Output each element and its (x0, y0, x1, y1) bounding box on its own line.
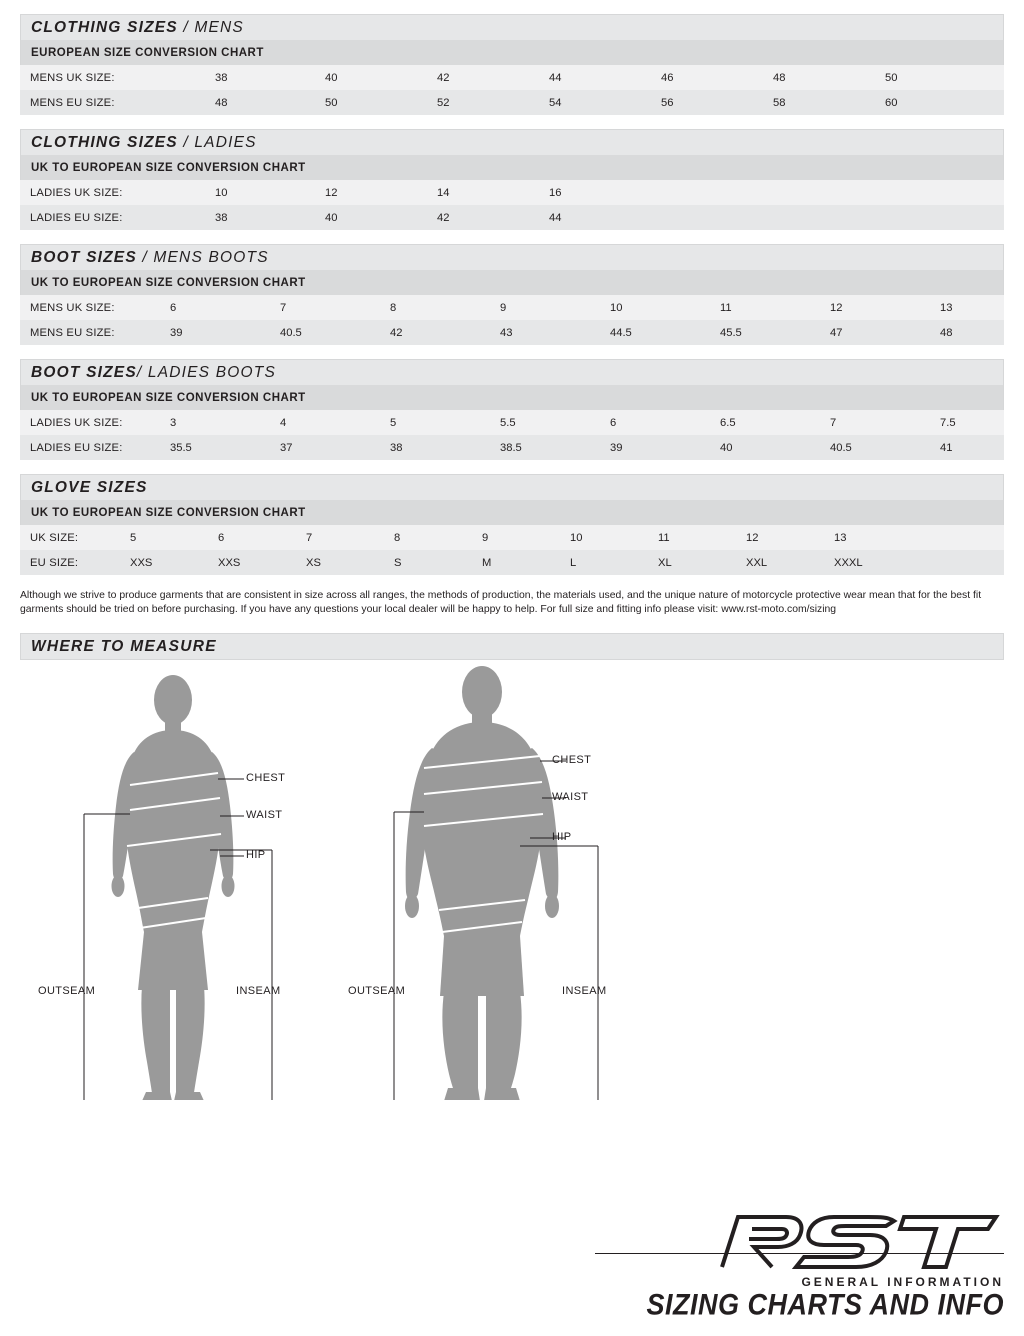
mens-waist-label: WAIST (552, 791, 589, 803)
cell: 6.5 (710, 410, 820, 435)
where-to-measure-title: WHERE TO MEASURE (31, 637, 217, 655)
cell-empty (651, 205, 1004, 230)
where-to-measure-header (20, 633, 1004, 660)
cell: 60 (875, 90, 1004, 115)
cell: 9 (490, 295, 600, 320)
cell: 10 (600, 295, 710, 320)
cell: 11 (648, 525, 736, 550)
cell: 38 (205, 65, 315, 90)
cell: 6 (600, 410, 710, 435)
cell: 5.5 (490, 410, 600, 435)
cell: 46 (651, 65, 763, 90)
table-row (20, 65, 1004, 90)
ladies-figure (112, 675, 235, 1100)
table-row (20, 205, 1004, 230)
cell: 58 (763, 90, 875, 115)
section-gloves (20, 474, 1004, 575)
cell: 12 (315, 180, 427, 205)
cell: 37 (270, 435, 380, 460)
disclaimer-text: Although we strive to produce garments that are consistent in size across all ranges, the methods of production, the materials used, and the unique nature of motorcycle protective wear mean that for the best fit garments should be tried on before purchasing. If you have any questions your local dealer will be happy to help. For full size and fitting info please visit: www.rst-moto.com/sizing (20, 590, 982, 615)
size-table-boots-mens (20, 295, 1004, 345)
size-table-boots-ladies (20, 410, 1004, 460)
cell: 38 (205, 205, 315, 230)
table-row (20, 90, 1004, 115)
cell: 11 (710, 295, 820, 320)
section-header (20, 474, 1004, 500)
measurement-figures (20, 660, 1004, 1100)
cell: 50 (875, 65, 1004, 90)
cell: 45.5 (710, 320, 820, 345)
mens-hip-label: HIP (552, 831, 572, 843)
cell: 43 (490, 320, 600, 345)
table-row (20, 180, 1004, 205)
cell: 42 (427, 65, 539, 90)
cell: 47 (820, 320, 930, 345)
section-clothing-ladies (20, 129, 1004, 230)
figures-svg (20, 660, 1004, 1100)
table-row (20, 410, 1004, 435)
rst-logo (708, 1209, 1004, 1275)
table-row (20, 525, 1004, 550)
section-title-bold: CLOTHING SIZES (31, 133, 178, 151)
ladies-outseam-label: OUTSEAM (38, 985, 96, 997)
section-title-bold: CLOTHING SIZES (31, 18, 178, 36)
ladies-chest-label: CHEST (246, 772, 286, 784)
cell: 39 (600, 435, 710, 460)
cell: 7 (820, 410, 930, 435)
cell: 44.5 (600, 320, 710, 345)
table-row (20, 295, 1004, 320)
section-boots-ladies (20, 359, 1004, 460)
cell: M (472, 550, 560, 575)
cell: 4 (270, 410, 380, 435)
row-label: UK SIZE: (20, 525, 120, 550)
cell: XXXL (824, 550, 1004, 575)
cell: 40 (315, 65, 427, 90)
section-header (20, 129, 1004, 155)
ladies-waist-label: WAIST (246, 809, 283, 821)
cell: 8 (380, 295, 490, 320)
cell: 35.5 (160, 435, 270, 460)
cell: 7 (270, 295, 380, 320)
cell: 56 (651, 90, 763, 115)
cell: 12 (736, 525, 824, 550)
cell: 7.5 (930, 410, 1004, 435)
cell: 38 (380, 435, 490, 460)
cell: 38.5 (490, 435, 600, 460)
section-boots-mens (20, 244, 1004, 345)
cell: 39 (160, 320, 270, 345)
cell: 40 (710, 435, 820, 460)
cell: 44 (539, 205, 651, 230)
section-subheader: EUROPEAN SIZE CONVERSION CHART (20, 40, 1004, 65)
row-label: MENS UK SIZE: (20, 65, 205, 90)
cell: S (384, 550, 472, 575)
table-row (20, 435, 1004, 460)
cell: 48 (930, 320, 1004, 345)
section-subheader: UK TO EUROPEAN SIZE CONVERSION CHART (20, 270, 1004, 295)
cell: L (560, 550, 648, 575)
section-clothing-mens (20, 14, 1004, 115)
cell: 54 (539, 90, 651, 115)
size-table-clothing-mens (20, 65, 1004, 115)
cell: 14 (427, 180, 539, 205)
cell: 42 (427, 205, 539, 230)
cell: 40 (315, 205, 427, 230)
cell: 10 (205, 180, 315, 205)
cell: XS (296, 550, 384, 575)
cell: 12 (820, 295, 930, 320)
cell: 7 (296, 525, 384, 550)
row-label: LADIES EU SIZE: (20, 435, 160, 460)
mens-outseam-label: OUTSEAM (348, 985, 406, 997)
row-label: MENS EU SIZE: (20, 90, 205, 115)
cell: XXS (120, 550, 208, 575)
cell: 16 (539, 180, 651, 205)
section-title-light: / LADIES BOOTS (136, 363, 276, 381)
cell: 40.5 (820, 435, 930, 460)
cell: 8 (384, 525, 472, 550)
cell: XL (648, 550, 736, 575)
cell: 9 (472, 525, 560, 550)
row-label: MENS UK SIZE: (20, 295, 160, 320)
section-title-bold: BOOT SIZES (31, 363, 137, 381)
footer-kicker: GENERAL INFORMATION (801, 1275, 1004, 1289)
footer-brand-block (646, 1209, 1004, 1322)
section-subheader: UK TO EUROPEAN SIZE CONVERSION CHART (20, 385, 1004, 410)
cell: 41 (930, 435, 1004, 460)
mens-figure (405, 666, 559, 1100)
section-header (20, 244, 1004, 270)
section-title-light: / MENS (177, 18, 244, 36)
cell: XXL (736, 550, 824, 575)
cell: 50 (315, 90, 427, 115)
row-label: LADIES UK SIZE: (20, 410, 160, 435)
cell: 5 (120, 525, 208, 550)
cell: 6 (208, 525, 296, 550)
cell: 3 (160, 410, 270, 435)
mens-chest-label: CHEST (552, 754, 592, 766)
cell: 13 (930, 295, 1004, 320)
mens-inseam-label: INSEAM (562, 985, 607, 997)
row-label: MENS EU SIZE: (20, 320, 160, 345)
footer-title: SIZING CHARTS AND INFO (646, 1288, 1004, 1321)
cell: 13 (824, 525, 1004, 550)
size-table-clothing-ladies (20, 180, 1004, 230)
section-title-bold: BOOT SIZES (31, 248, 137, 266)
cell: XXS (208, 550, 296, 575)
cell-empty (651, 180, 1004, 205)
section-title-light: / LADIES (177, 133, 257, 151)
table-row (20, 320, 1004, 345)
section-header (20, 359, 1004, 385)
cell: 10 (560, 525, 648, 550)
row-label: LADIES EU SIZE: (20, 205, 205, 230)
cell: 42 (380, 320, 490, 345)
ladies-inseam-label: INSEAM (236, 985, 281, 997)
cell: 48 (205, 90, 315, 115)
section-header (20, 14, 1004, 40)
cell: 40.5 (270, 320, 380, 345)
table-row (20, 550, 1004, 575)
cell: 52 (427, 90, 539, 115)
section-title-light: / MENS BOOTS (136, 248, 269, 266)
cell: 6 (160, 295, 270, 320)
cell: 44 (539, 65, 651, 90)
section-title-bold: GLOVE SIZES (31, 478, 148, 496)
section-subheader: UK TO EUROPEAN SIZE CONVERSION CHART (20, 155, 1004, 180)
row-label: EU SIZE: (20, 550, 120, 575)
cell: 48 (763, 65, 875, 90)
ladies-hip-label: HIP (246, 849, 266, 861)
size-table-gloves (20, 525, 1004, 575)
cell: 5 (380, 410, 490, 435)
row-label: LADIES UK SIZE: (20, 180, 205, 205)
section-subheader: UK TO EUROPEAN SIZE CONVERSION CHART (20, 500, 1004, 525)
